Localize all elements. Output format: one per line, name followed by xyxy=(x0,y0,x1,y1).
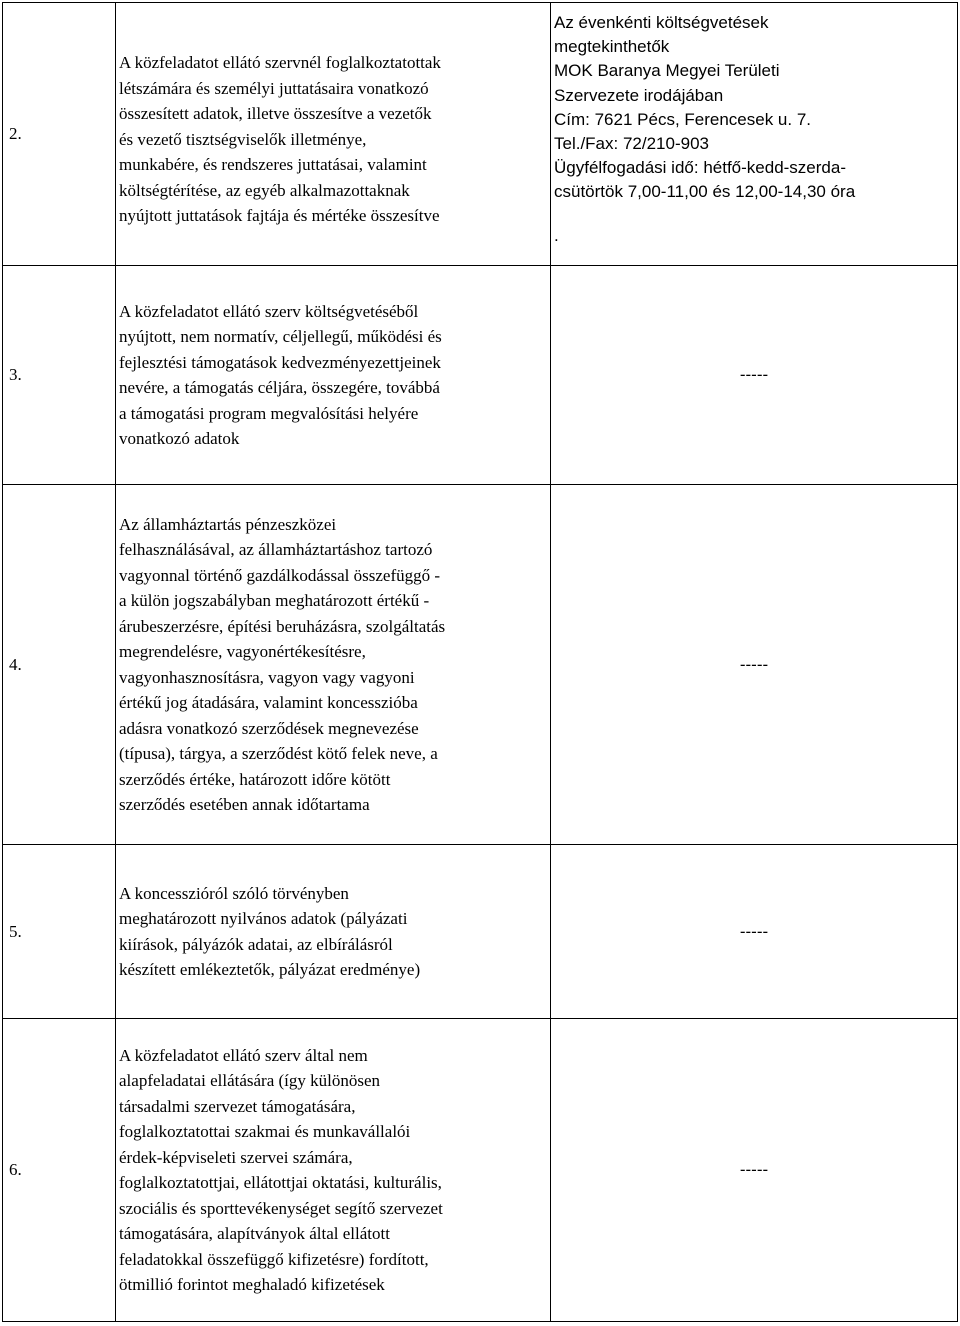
description-line: a külön jogszabályban meghatározott értékű - xyxy=(119,591,430,610)
availability-placeholder: ----- xyxy=(551,1019,958,1322)
description-line: nyújtott juttatások fajtája és mértéke összesítve xyxy=(119,206,440,225)
availability-placeholder: ----- xyxy=(551,845,958,1019)
row-description xyxy=(116,485,551,845)
info-line: MOK Baranya Megyei Területi xyxy=(554,61,780,81)
table-row xyxy=(3,1019,958,1322)
description-line: felhasználásával, az államháztartáshoz tartozó xyxy=(119,540,433,559)
row-number: 6. xyxy=(3,1019,116,1322)
description-line: társadalmi szervezet támogatására, xyxy=(119,1096,356,1116)
description-line: megrendelésre, vagyonértékesítésre, xyxy=(119,642,366,661)
description-line: alapfeladatai ellátására (így különösen xyxy=(119,1071,381,1090)
info-line: Az évenkénti költségvetések xyxy=(554,13,769,32)
info-line: . xyxy=(554,225,559,245)
disclosure-table xyxy=(2,2,958,1322)
row-number: 5. xyxy=(3,845,116,1019)
table-row xyxy=(3,845,958,1019)
description-line: A koncesszióról szóló törvényben xyxy=(119,883,349,903)
row-number: 3. xyxy=(3,266,116,485)
description-line: ötmillió forintot meghaladó kifizetések xyxy=(119,1275,385,1294)
description-line: Az államháztartás pénzeszközei xyxy=(119,514,337,534)
description-line: készített emlékeztetők, pályázat eredménye) xyxy=(119,960,421,979)
office-hours-line: csütörtök 7,00-11,00 és 12,00-14,30 óra xyxy=(554,182,856,202)
description-line: fejlesztési támogatások kedvezményezettjeinek xyxy=(119,352,441,372)
description-line: foglalkoztatottjai, ellátottjai oktatási, kulturális, xyxy=(119,1173,442,1192)
row-number: 2. xyxy=(3,3,116,266)
description-line: összesített adatok, illetve összesítve a vezetők xyxy=(119,104,432,123)
office-hours-line: Ügyfélfogadási idő: hétfő-kedd-szerda- xyxy=(554,158,846,178)
description-line: érdek-képviseleti szervei számára, xyxy=(119,1147,353,1167)
availability-placeholder: ----- xyxy=(551,485,958,845)
row-description xyxy=(116,3,551,266)
description-line: munkabére, és rendszeres juttatásai, valamint xyxy=(119,155,427,174)
row-description xyxy=(116,266,551,485)
description-line: költségtérítése, az egyéb alkalmazottaknak xyxy=(119,180,410,200)
table-row xyxy=(3,485,958,845)
description-line: szerződés esetében annak időtartama xyxy=(119,795,370,814)
phone-line: Tel./Fax: 72/210-903 xyxy=(554,134,709,154)
table-row xyxy=(3,3,958,266)
description-line: feladatokkal összefüggő kifizetésre) fordított, xyxy=(119,1249,429,1269)
row-description xyxy=(116,845,551,1019)
row-description xyxy=(116,1019,551,1322)
description-line: meghatározott nyilvános adatok (pályázati xyxy=(119,909,408,928)
description-line: (típusa), tárgya, a szerződést kötő felek neve, a xyxy=(119,744,438,763)
description-line: foglalkoztatottai szakmai és munkavállalói xyxy=(119,1122,411,1141)
description-line: a támogatási program megvalósítási helyére xyxy=(119,403,419,423)
availability-info xyxy=(551,3,958,266)
description-line: támogatására, alapítványok által ellátott xyxy=(119,1224,390,1243)
description-line: vagyonnal történő gazdálkodással összefüggő - xyxy=(119,565,441,585)
info-line xyxy=(554,205,957,229)
description-line: A közfeladatot ellátó szerv által nem xyxy=(119,1045,368,1065)
info-line: megtekinthetők xyxy=(554,37,670,57)
description-line: és vezető tisztségviselők illetménye, xyxy=(119,129,367,149)
description-line: létszámára és személyi juttatásaira vonatkozó xyxy=(119,78,429,98)
row-number: 4. xyxy=(3,485,116,845)
address-line: Cím: 7621 Pécs, Ferencesek u. 7. xyxy=(554,109,812,129)
description-line: nevére, a támogatás céljára, összegére, továbbá xyxy=(119,378,440,397)
description-line: vonatkozó adatok xyxy=(119,429,240,448)
description-line: adásra vonatkozó szerződések megnevezése xyxy=(119,718,419,738)
info-line: Szervezete irodájában xyxy=(554,85,724,105)
description-line: A közfeladatot ellátó szerv költségvetéséből xyxy=(119,301,419,321)
description-line: értékű jog átadására, valamint koncesszióba xyxy=(119,693,418,712)
availability-placeholder: ----- xyxy=(551,266,958,485)
description-line: A közfeladatot ellátó szervnél foglalkoztatottak xyxy=(119,53,441,72)
description-line: árubeszerzésre, építési beruházásra, szolgáltatás xyxy=(119,616,446,636)
description-line: szerződés értéke, határozott időre kötött xyxy=(119,769,391,789)
description-line: szociális és sporttevékenységet segítő szervezet xyxy=(119,1198,443,1218)
description-line: vagyonhasznosításra, vagyon vagy vagyoni xyxy=(119,667,415,687)
description-line: nyújtott, nem normatív, céljellegű, működési és xyxy=(119,327,442,346)
description-line: kiírások, pályázók adatai, az elbírálásról xyxy=(119,934,393,954)
table-row xyxy=(3,266,958,485)
